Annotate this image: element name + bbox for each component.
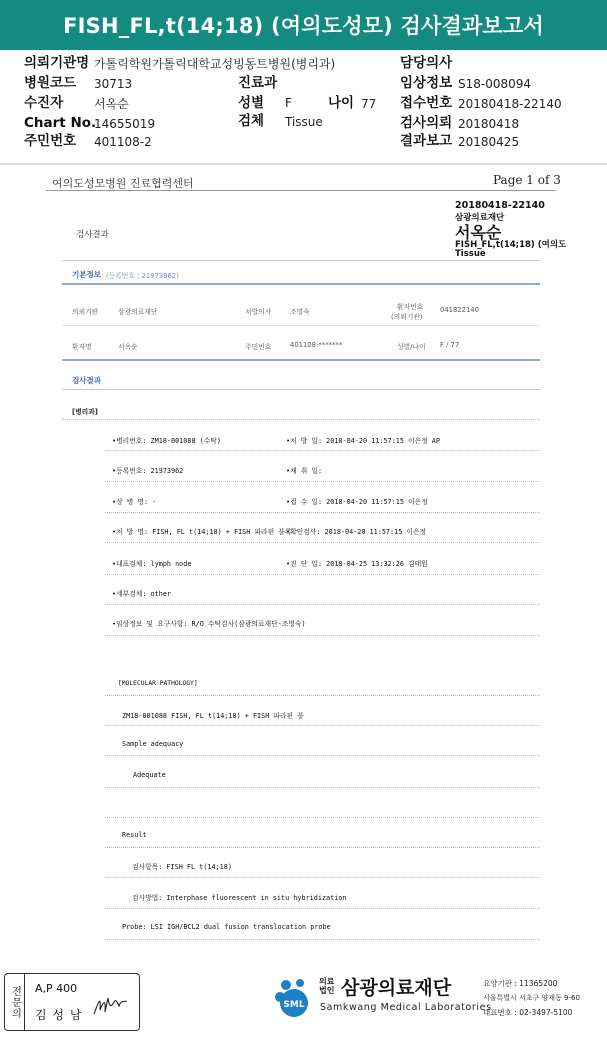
test-item: 검사항목: FISH FL t(14;18) — [132, 863, 232, 871]
report-header — [0, 50, 607, 164]
molecular-tag: [MOLECULAR PATHOLOGY] — [118, 680, 198, 687]
label-report: 결과보고 — [400, 133, 453, 149]
org-address: 서울특별시 서초구 양재동 9-60 — [483, 994, 580, 1002]
info-value-sexage: F / 77 — [440, 341, 460, 349]
info-label-org: 의뢰기관 — [72, 308, 99, 316]
field-path-no: •병리번호: ZM18-001088 (수탁) — [112, 437, 221, 445]
value-request: 20180418 — [458, 117, 520, 131]
header-row-ssn — [24, 133, 152, 149]
info-value-name: 서옥순 — [118, 343, 138, 351]
sml-logo-icon — [272, 975, 318, 1021]
pathology-rule — [62, 419, 540, 420]
header-row-doctor — [400, 56, 452, 70]
field-rule-1 — [105, 450, 540, 451]
info-value-patno: 041822140 — [440, 306, 479, 314]
mol-rule-2 — [105, 755, 540, 756]
label-accession: 접수번호 — [400, 95, 453, 111]
field-order-name: •처 방 명: FISH, FL t(14;18) + FISH 파라핀 블록 — [112, 528, 292, 536]
scan-page-number: Page 1 of 3 — [493, 173, 561, 187]
label-accession-no: 20180418-22140 — [455, 200, 545, 211]
label-chart: Chart No. — [24, 115, 97, 131]
label-specimen-clip — [455, 249, 575, 257]
info-label-doctor: 처방의사 — [245, 308, 272, 316]
label-ssn: 주민번호 — [24, 133, 77, 149]
label-specimen: Tissue — [455, 249, 486, 257]
stamp-name: 김 성 남 — [35, 1008, 83, 1022]
field-sub-specimen: •세부검체: other — [112, 590, 171, 598]
molecular-line: ZM18-001088 FISH, FL t(14;18) + FISH 파라핀 블 — [122, 712, 304, 720]
value-orgname: 가톨릭학원가톨릭대학교성빙동트병원(병리과) — [94, 57, 336, 71]
info-label-name: 환자명 — [72, 343, 92, 351]
value-accession: 20180418-22140 — [458, 97, 562, 111]
org-name: 삼광의료재단 — [341, 977, 452, 999]
label-request: 검사의뢰 — [400, 115, 453, 131]
label-age: 나이 — [328, 95, 355, 111]
physician-stamp — [4, 973, 140, 1031]
mol-rule-3 — [105, 787, 540, 788]
mol-rule-4 — [105, 817, 540, 818]
label-dept: 진료과 — [238, 75, 278, 91]
stamp-side-label — [5, 974, 25, 1030]
field-rule-7 — [105, 635, 540, 636]
scan-hospital-name: 여의도성모병원 진료협력센터 — [52, 177, 194, 190]
field-diagnosis-date: •진 단 일: 2018-04-25 13:32:26 김태원 — [286, 560, 428, 568]
org-phone: 대표번호 : 02-3497-5100 — [483, 1008, 573, 1017]
logo-text: SML — [283, 1000, 305, 1010]
header-row-accession — [400, 95, 562, 111]
info-value-ssn: 401108-******* — [290, 341, 343, 349]
field-confirm-date: •확인검사: 2018-04-20 11:57:15 이은정 — [286, 528, 427, 536]
label-orgname: 의뢰기관명 — [24, 55, 90, 71]
field-collect-date: •채 취 일: — [286, 467, 323, 475]
label-org: 삼광의료재단 — [455, 213, 505, 223]
info-label-patno-sub: (의뢰기관) — [391, 313, 423, 321]
field-receive-date: •접 수 일: 2018-04-20 11:57:15 이은정 — [286, 498, 428, 506]
field-diagnosis: •상 병 명: - — [112, 498, 157, 506]
field-reg-no: •등록번호: 21973962 — [112, 467, 184, 475]
field-clinical-info: •임상정보 및 요구사항: R/O 수탁검사(삼광의료재단-조명숙) — [112, 620, 306, 628]
adequate-value: Adequate — [133, 771, 166, 779]
mol-rule-8 — [105, 939, 540, 940]
signature-icon — [91, 992, 131, 1020]
scan-rule-2 — [62, 260, 540, 261]
stamp-side-text: 전문의 — [9, 985, 21, 1019]
header-row-orgname — [24, 55, 336, 71]
basic-info-title: 기본정보 — [72, 270, 101, 279]
value-patient: 서옥순 — [94, 97, 129, 111]
scan-section-title: 검사결과 — [76, 230, 109, 240]
mol-rule-7 — [105, 908, 540, 909]
label-test-name: FISH_FL,t(14;18) (여의도 — [455, 240, 567, 250]
org-code: 요양기관 : 11365200 — [483, 979, 558, 988]
header-row-chart — [24, 115, 156, 131]
stamp-license: A,P 400 — [35, 982, 78, 995]
pathology-tag: [병리과] — [72, 408, 98, 416]
reg-number: (등록번호 : 21973962) — [106, 272, 179, 280]
label-clinical: 임상정보 — [400, 75, 453, 91]
field-rule-6 — [105, 604, 540, 605]
info-label-patno: 환자번호 — [397, 303, 424, 311]
field-rule-5 — [105, 574, 540, 575]
info-value-doctor: 조명숙 — [290, 308, 310, 316]
scanned-report — [0, 165, 607, 965]
molecular-rule — [105, 695, 540, 696]
label-sex: 성별 — [238, 95, 265, 111]
report-title — [0, 0, 607, 50]
info-label-sexage: 성별/나이 — [397, 343, 426, 351]
info-row-rule — [62, 325, 540, 326]
value-report: 20180425 — [458, 135, 520, 149]
header-row-patient — [24, 95, 129, 111]
header-row-hospcode — [24, 75, 133, 91]
mol-rule-1 — [105, 725, 540, 726]
label-patient: 수진자 — [24, 95, 64, 111]
value-hospcode: 30713 — [94, 77, 133, 91]
label-hospcode: 병원코드 — [24, 75, 77, 91]
value-specimen: Tissue — [285, 115, 323, 129]
info-value-org: 삼광의료재단 — [118, 308, 158, 316]
label-patient-name: 서옥순 — [455, 223, 502, 242]
probe-info: Probe: LSI IGH/BCL2 dual fusion translocation probe — [122, 923, 331, 931]
info-bottom-rule — [62, 359, 540, 361]
report-title-text: FISH_FL,t(14;18) (여의도성모) 검사결과보고서 — [63, 14, 544, 38]
header-row-dept — [238, 76, 277, 90]
header-row-specimen — [238, 113, 323, 129]
field-rule-2 — [105, 481, 540, 482]
header-row-report — [400, 133, 520, 149]
value-age: 77 — [361, 97, 377, 111]
field-specimen: •대표검체: lymph node — [112, 560, 192, 568]
header-row-sex-age — [238, 95, 377, 111]
field-rule-3 — [105, 512, 540, 513]
result-section-title: 검사결과 — [72, 376, 101, 385]
org-type: 의료법인 — [319, 977, 335, 995]
mol-rule-6 — [105, 877, 540, 878]
value-chart: 14655019 — [94, 117, 156, 131]
value-clinical: S18-008094 — [458, 77, 532, 91]
value-ssn: 401108-2 — [94, 135, 152, 149]
basic-info-rule — [62, 283, 540, 285]
result-rule — [62, 389, 540, 390]
info-label-ssn: 주민번호 — [245, 343, 272, 351]
mol-rule-5 — [105, 847, 540, 848]
scan-top-rule — [46, 190, 556, 191]
test-method: 검사방법: Interphase fluorescent in situ hybridization — [132, 894, 347, 902]
report-footer — [0, 965, 607, 1038]
header-row-clinical — [400, 75, 532, 91]
sample-adequacy: Sample adequacy — [122, 740, 184, 748]
value-sex: F — [285, 96, 292, 110]
org-english-name: Samkwang Medical Laboratories — [320, 1002, 492, 1013]
header-row-request — [400, 115, 520, 131]
label-specimen: 검체 — [238, 113, 265, 129]
field-order-date: •처 방 일: 2018-04-20 11:57:15 이은정 AP — [286, 437, 440, 445]
field-rule-4 — [105, 542, 540, 543]
result-label: Result — [122, 831, 147, 839]
label-doctor: 담당의사 — [400, 55, 453, 71]
